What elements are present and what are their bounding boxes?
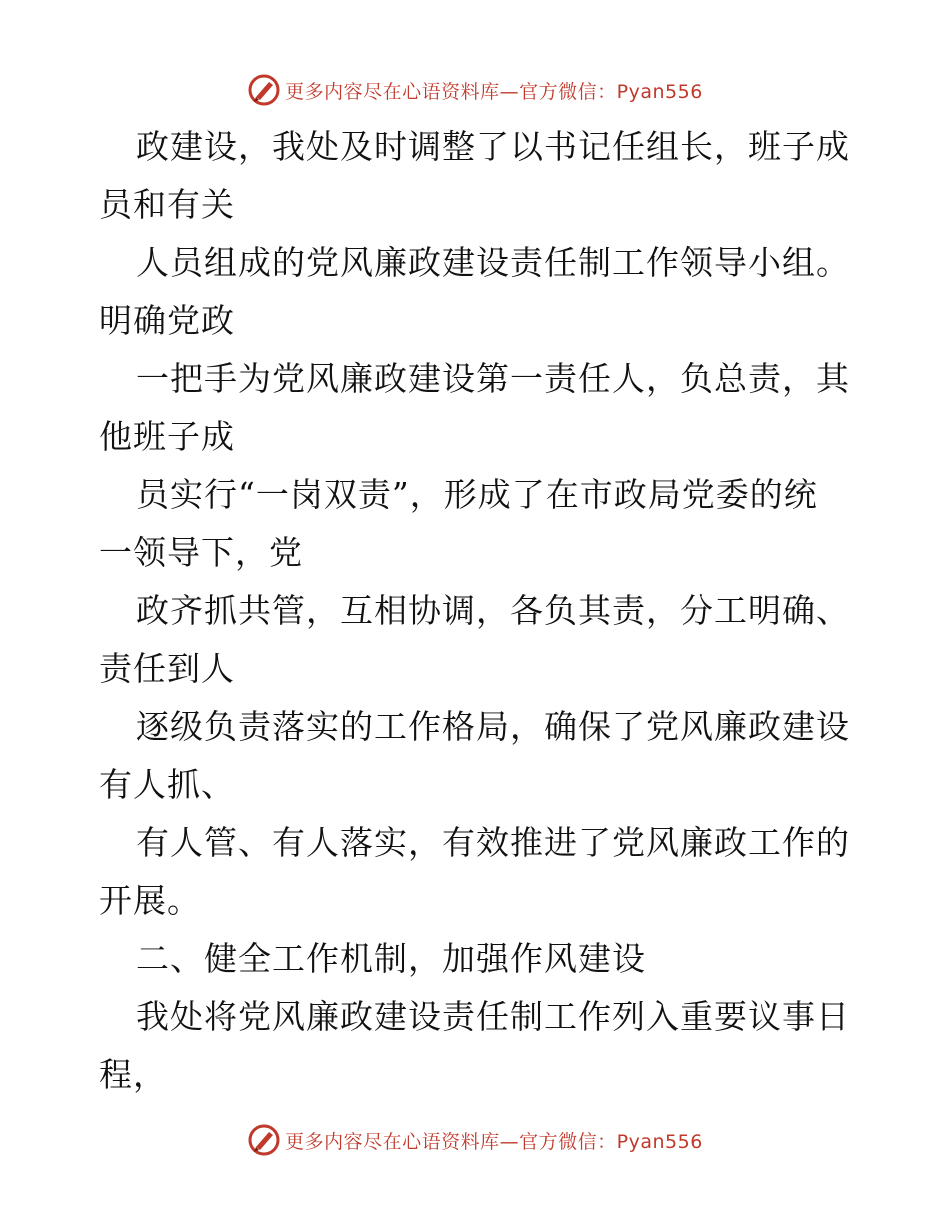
paragraph-line: 一把手为党风廉政建设第一责任人，负总责，其	[136, 359, 850, 398]
paragraph-line: 开展。	[99, 881, 201, 920]
paragraph-line: 员实行“一岗双责”，形成了在市政局党委的统	[136, 475, 818, 514]
paragraph-line: 明确党政	[99, 301, 235, 340]
header-watermark	[0, 70, 950, 110]
pen-logo-icon	[247, 1123, 281, 1157]
document-body	[99, 118, 859, 1104]
paragraph-line: 员和有关	[99, 185, 235, 224]
paragraph-line: 程，	[99, 1055, 167, 1094]
paragraph-line: 逐级负责落实的工作格局，确保了党风廉政建设	[136, 707, 850, 746]
paragraph-line: 我处将党风廉政建设责任制工作列入重要议事日	[136, 997, 850, 1036]
watermark-text: 更多内容尽在心语资料库—官方微信：Pyan556	[285, 80, 703, 103]
paragraph-line: 政齐抓共管，互相协调，各负其责，分工明确、	[136, 591, 850, 630]
pen-logo-icon	[247, 73, 281, 107]
paragraph-line: 有人抓、	[99, 765, 235, 804]
paragraph-line: 政建设，我处及时调整了以书记任组长，班子成	[136, 127, 850, 166]
footer-watermark	[0, 1120, 950, 1160]
paragraph-line: 他班子成	[99, 417, 235, 456]
paragraph-line: 人员组成的党风廉政建设责任制工作领导小组。	[136, 243, 850, 282]
paragraph-line: 责任到人	[99, 649, 235, 688]
paragraph-line: 一领导下，党	[99, 533, 303, 572]
paragraph-line: 二、健全工作机制，加强作风建设	[136, 939, 646, 978]
watermark-text: 更多内容尽在心语资料库—官方微信：Pyan556	[285, 1130, 703, 1153]
paragraph-line: 有人管、有人落实，有效推进了党风廉政工作的	[136, 823, 850, 862]
